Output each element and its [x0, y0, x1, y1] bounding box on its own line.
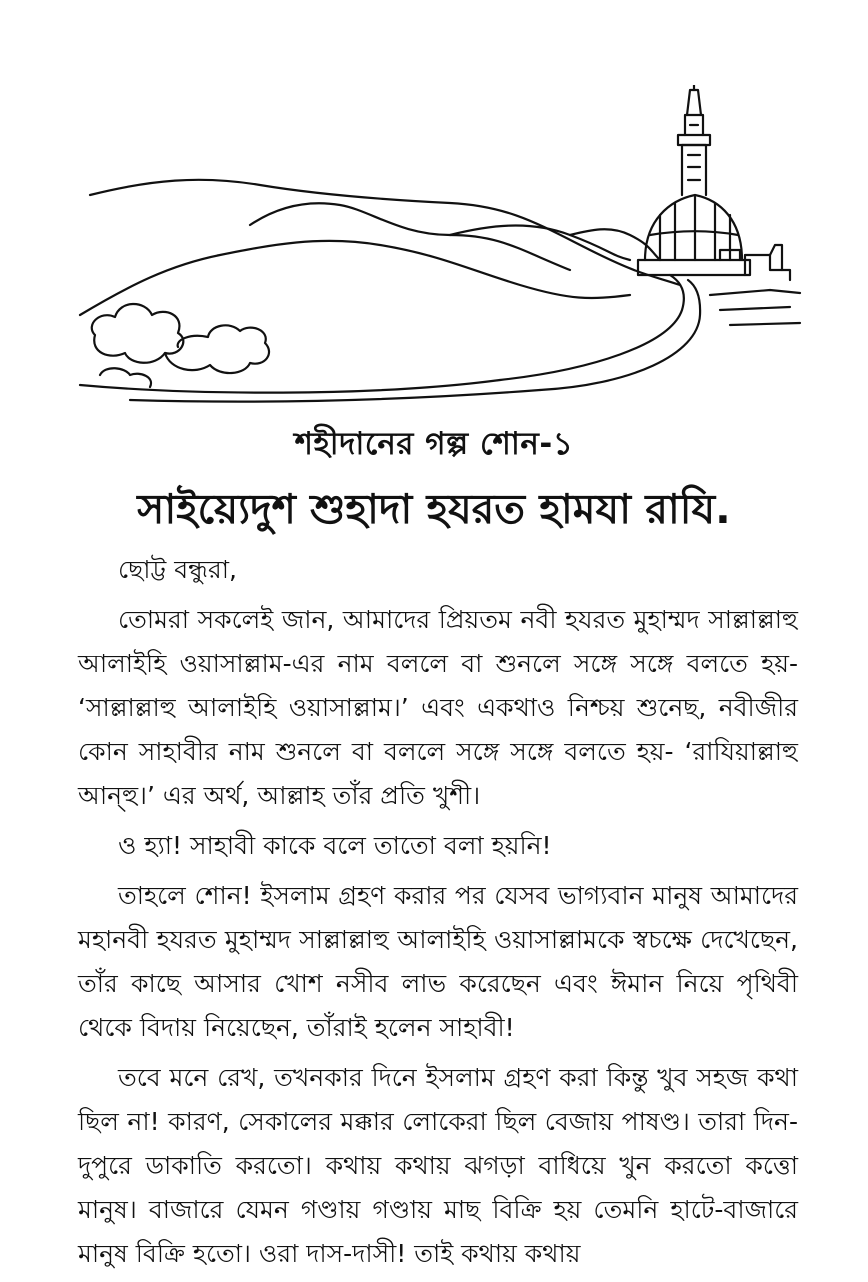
minaret	[678, 135, 710, 145]
minaret	[682, 145, 706, 195]
building-ground	[720, 307, 790, 310]
building	[745, 255, 790, 280]
building-ground	[730, 323, 800, 325]
chapter-title: সাইয়্যেদুশ শুহাদা হযরত হামযা রাযি.	[137, 485, 731, 533]
mosque-base	[638, 260, 750, 275]
minaret-detail	[688, 125, 700, 180]
hill-line	[250, 203, 570, 270]
hill-line	[90, 180, 680, 285]
paragraph: তাহলে শোন! ইসলাম গ্রহণ করার পর যেসব ভাগ্যবান মানুষ আমাদের মহানবী হযরত মুহাম্মদ সাল্লাল্লাহু আলাইহি ওয়াসাল্লামকে স্বচক্ষে দেখেছেন, তাঁর কাছে আসার খোশ নসীব লাভ করেছেন এবং ঈমান নিয়ে পৃথিবী থেকে বিদায় নিয়েছেন, তাঁরাই হলেন সাহাবী!	[78, 881, 798, 1042]
bush	[92, 304, 184, 363]
paragraph: তোমরা সকলেই জান, আমাদের প্রিয়তম নবী হযরত মুহাম্মদ সাল্লাল্লাহু আলাইহি ওয়াসাল্লাম-এর নাম বললে বা শুনলে সঙ্গে সঙ্গে বলতে হয়- ‘সাল্লাল্লাহু আলাইহি ওয়াসাল্লাম।’ এবং একথাও নিশ্চয় শুনেছ, নবীজীর কোন সাহাবীর নাম শুনলে বা বললে সঙ্গে সঙ্গে বলতে হয়- ‘রাযিয়াল্লাহু আন্হু।’ এর অর্থ, আল্লাহ তাঁর প্রতি খুশী।	[78, 605, 798, 810]
building	[770, 245, 782, 270]
paragraph: তবে মনে রেখ, তখনকার দিনে ইসলাম গ্রহণ করা কিন্তু খুব সহজ কথা ছিল না! কারণ, সেকালের মক্কার লোকেরা ছিল বেজায় পাষণ্ড। তারা দিন-দুপুরে ডাকাতি করতো। কথায় কথায় ঝগড়া বাধিয়ে খুন করতো কত্তো মানুষ। বাজারে যেমন গণ্ডায় গণ্ডায় মাছ বিক্রি হয় তেমনি হাটে-বাজারে মানুষ বিক্রি হতো। ওরা দাস-দাসী! তাই কথায় কথায়	[78, 1063, 798, 1268]
minaret	[687, 90, 701, 115]
mountain-line	[80, 241, 630, 315]
building-ground	[710, 290, 800, 295]
chapter-subtitle: শহীদানের গল্প শোন-১	[294, 426, 574, 462]
paragraph: ও হ্যা! সাহাবী কাকে বলে তাতো বলা হয়নি!	[118, 831, 552, 860]
bush	[100, 368, 151, 387]
body-text	[78, 548, 798, 1282]
shore-line	[80, 380, 500, 393]
hill-line	[450, 226, 630, 260]
mosque-landscape-illustration	[70, 85, 830, 405]
paragraph: ছোট্ট বন্ধুরা,	[118, 555, 237, 584]
